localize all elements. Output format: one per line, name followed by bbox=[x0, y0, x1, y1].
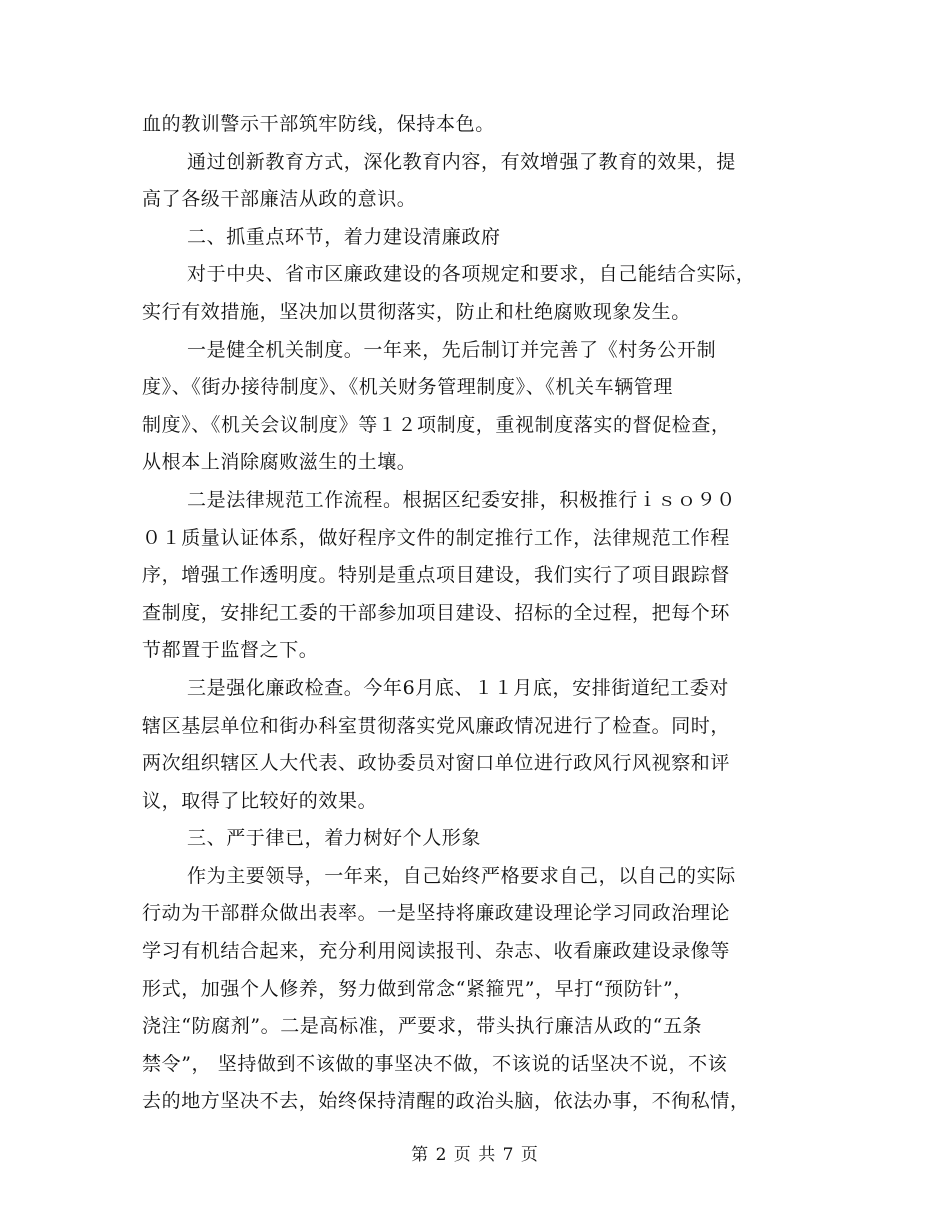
text-line: 浇注“防腐剂”。二是高标准，严要求，带头执行廉洁从政的“五条 bbox=[142, 1015, 703, 1038]
text-line: 度》、《街办接待制度》、《机关财务管理制度》、《机关车辆管理 bbox=[142, 376, 674, 399]
text-line: 两次组织辖区人大代表、政协委员对窗口单位进行政风行风视察和评 bbox=[142, 752, 731, 775]
text-line: 查制度，安排纪工委的干部参加项目建设、招标的全过程，把每个环 bbox=[142, 601, 731, 624]
text-line: ０１质量认证体系，做好程序文件的制定推行工作，法律规范工作程 bbox=[142, 526, 731, 549]
text-line: 议，取得了比较好的效果。 bbox=[142, 789, 378, 812]
text-line: 二、抓重点环节，着力建设清廉政府 bbox=[187, 225, 501, 248]
text-line: 作为主要领导，一年来，自己始终严格要求自己，以自己的实际 bbox=[187, 864, 736, 887]
text-line: 行动为干部群众做出表率。一是坚持将廉政建设理论学习同政治理论 bbox=[142, 902, 731, 925]
document-body bbox=[142, 106, 810, 1121]
text-line: 去的地方坚决不去，始终保持清醒的政治头脑，依法办事，不徇私情， bbox=[142, 1090, 750, 1113]
text-line: 禁令”， 坚持做到不该做的事坚决不做，不该说的话坚决不说，不该 bbox=[142, 1052, 728, 1075]
text-line: 高了各级干部廉洁从政的意识。 bbox=[142, 188, 417, 211]
text-line: 形式，加强个人修养，努力做到常念“紧箍咒”，早打“预防针”， bbox=[142, 977, 693, 1000]
text-line: 学习有机结合起来，充分利用阅读报刊、杂志、收看廉政建设录像等 bbox=[142, 940, 731, 963]
text-line: 通过创新教育方式，深化教育内容，有效增强了教育的效果，提 bbox=[187, 150, 736, 173]
text-line: 二是法律规范工作流程。根据区纪委安排，积极推行ｉｓｏ９０ bbox=[187, 488, 736, 511]
text-line: 对于中央、省市区廉政建设的各项规定和要求，自己能结合实际， bbox=[187, 263, 756, 286]
text-line: 辖区基层单位和街办科室贯彻落实党风廉政情况进行了检查。同时， bbox=[142, 714, 731, 737]
page-footer: 第 2 页 共 7 页 bbox=[411, 1145, 539, 1165]
text-line: 制度》、《机关会议制度》等１２项制度，重视制度落实的督促检查， bbox=[142, 413, 731, 436]
text-line: 三是强化廉政检查。今年6月底、１１月底，安排街道纪工委对 bbox=[187, 676, 729, 699]
text-line: 血的教训警示干部筑牢防线，保持本色。 bbox=[142, 113, 495, 135]
text-line: 序，增强工作透明度。特别是重点项目建设，我们实行了项目跟踪督 bbox=[142, 564, 731, 587]
text-line: 从根本上消除腐败滋生的土壤。 bbox=[142, 451, 417, 474]
text-line: 三、严于律已，着力树好个人形象 bbox=[187, 827, 482, 850]
text-line: 一是健全机关制度。一年来，先后制订并完善了《村务公开制 bbox=[187, 338, 717, 361]
text-line: 实行有效措施，坚决加以贯彻落实，防止和杜绝腐败现象发生。 bbox=[142, 300, 691, 323]
text-line: 节都置于监督之下。 bbox=[142, 639, 319, 662]
